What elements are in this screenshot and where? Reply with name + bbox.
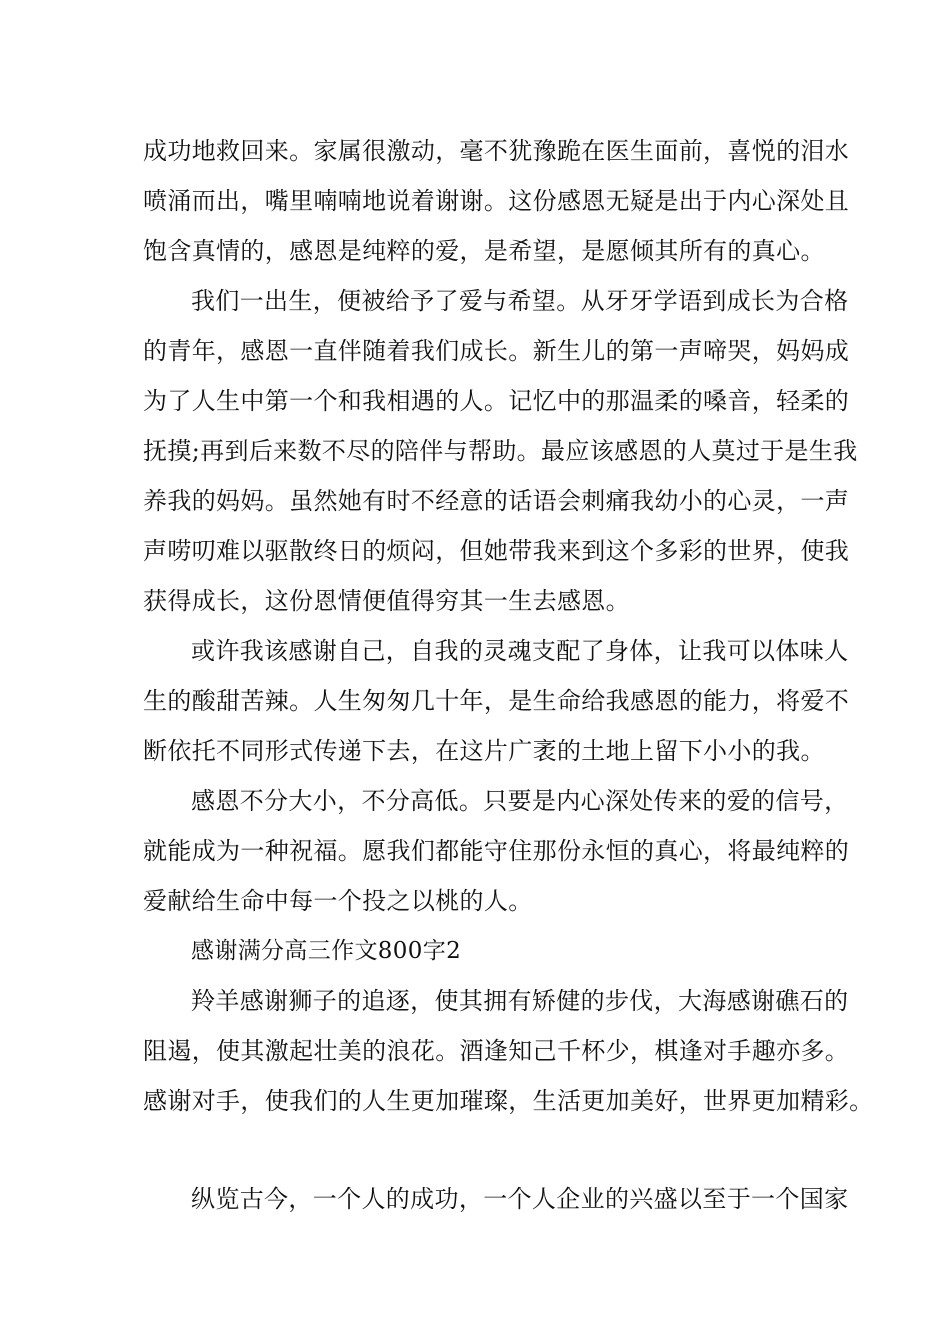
paragraph-line: 声唠叨难以驱散终日的烦闷，但她带我来到这个多彩的世界，使我 — [143, 537, 850, 565]
paragraph-line: 生的酸甜苦辣。人生匆匆几十年，是生命给我感恩的能力，将爱不 — [143, 687, 850, 715]
paragraph-line: 成功地救回来。家属很激动，毫不犹豫跪在医生面前，喜悦的泪水 — [143, 137, 850, 165]
paragraph-line: 就能成为一种祝福。愿我们都能守住那份永恒的真心，将最纯粹的 — [143, 837, 850, 865]
section-heading: 感谢满分高三作文800字2 — [191, 938, 462, 964]
paragraph-line: 喷涌而出，嘴里喃喃地说着谢谢。这份感恩无疑是出于内心深处且 — [143, 187, 850, 215]
paragraph-line: 或许我该感谢自己，自我的灵魂支配了身体，让我可以体味人 — [191, 637, 849, 665]
paragraph-line: 纵览古今，一个人的成功，一个人企业的兴盛以至于一个国家 — [191, 1185, 849, 1213]
paragraph-line: 阻遏，使其激起壮美的浪花。酒逢知己千杯少，棋逢对手趣亦多。 — [143, 1037, 850, 1065]
paragraph-line: 饱含真情的，感恩是纯粹的爱，是希望，是愿倾其所有的真心。 — [143, 237, 825, 265]
paragraph-line: 获得成长，这份恩情便值得穷其一生去感恩。 — [143, 587, 630, 615]
paragraph-line: 感谢对手，使我们的人生更加璀璨，生活更加美好，世界更加精彩。 — [143, 1087, 874, 1115]
paragraph-line: 爱献给生命中每一个投之以桃的人。 — [143, 887, 533, 915]
paragraph-line: 养我的妈妈。虽然她有时不经意的话语会刺痛我幼小的心灵，一声 — [143, 487, 850, 515]
paragraph-line: 羚羊感谢狮子的追逐，使其拥有矫健的步伐，大海感谢礁石的 — [191, 987, 849, 1015]
paragraph-line: 我们一出生，便被给予了爱与希望。从牙牙学语到成长为合格 — [191, 287, 849, 315]
paragraph-line: 的青年，感恩一直伴随着我们成长。新生儿的第一声啼哭，妈妈成 — [143, 337, 850, 365]
paragraph-line: 感恩不分大小，不分高低。只要是内心深处传来的爱的信号， — [191, 787, 849, 815]
paragraph-line: 断依托不同形式传递下去，在这片广袤的土地上留下小小的我。 — [143, 737, 825, 765]
paragraph-line: 抚摸;再到后来数不尽的陪伴与帮助。最应该感恩的人莫过于是生我 — [143, 437, 858, 465]
paragraph-line: 为了人生中第一个和我相遇的人。记忆中的那温柔的嗓音，轻柔的 — [143, 387, 850, 415]
